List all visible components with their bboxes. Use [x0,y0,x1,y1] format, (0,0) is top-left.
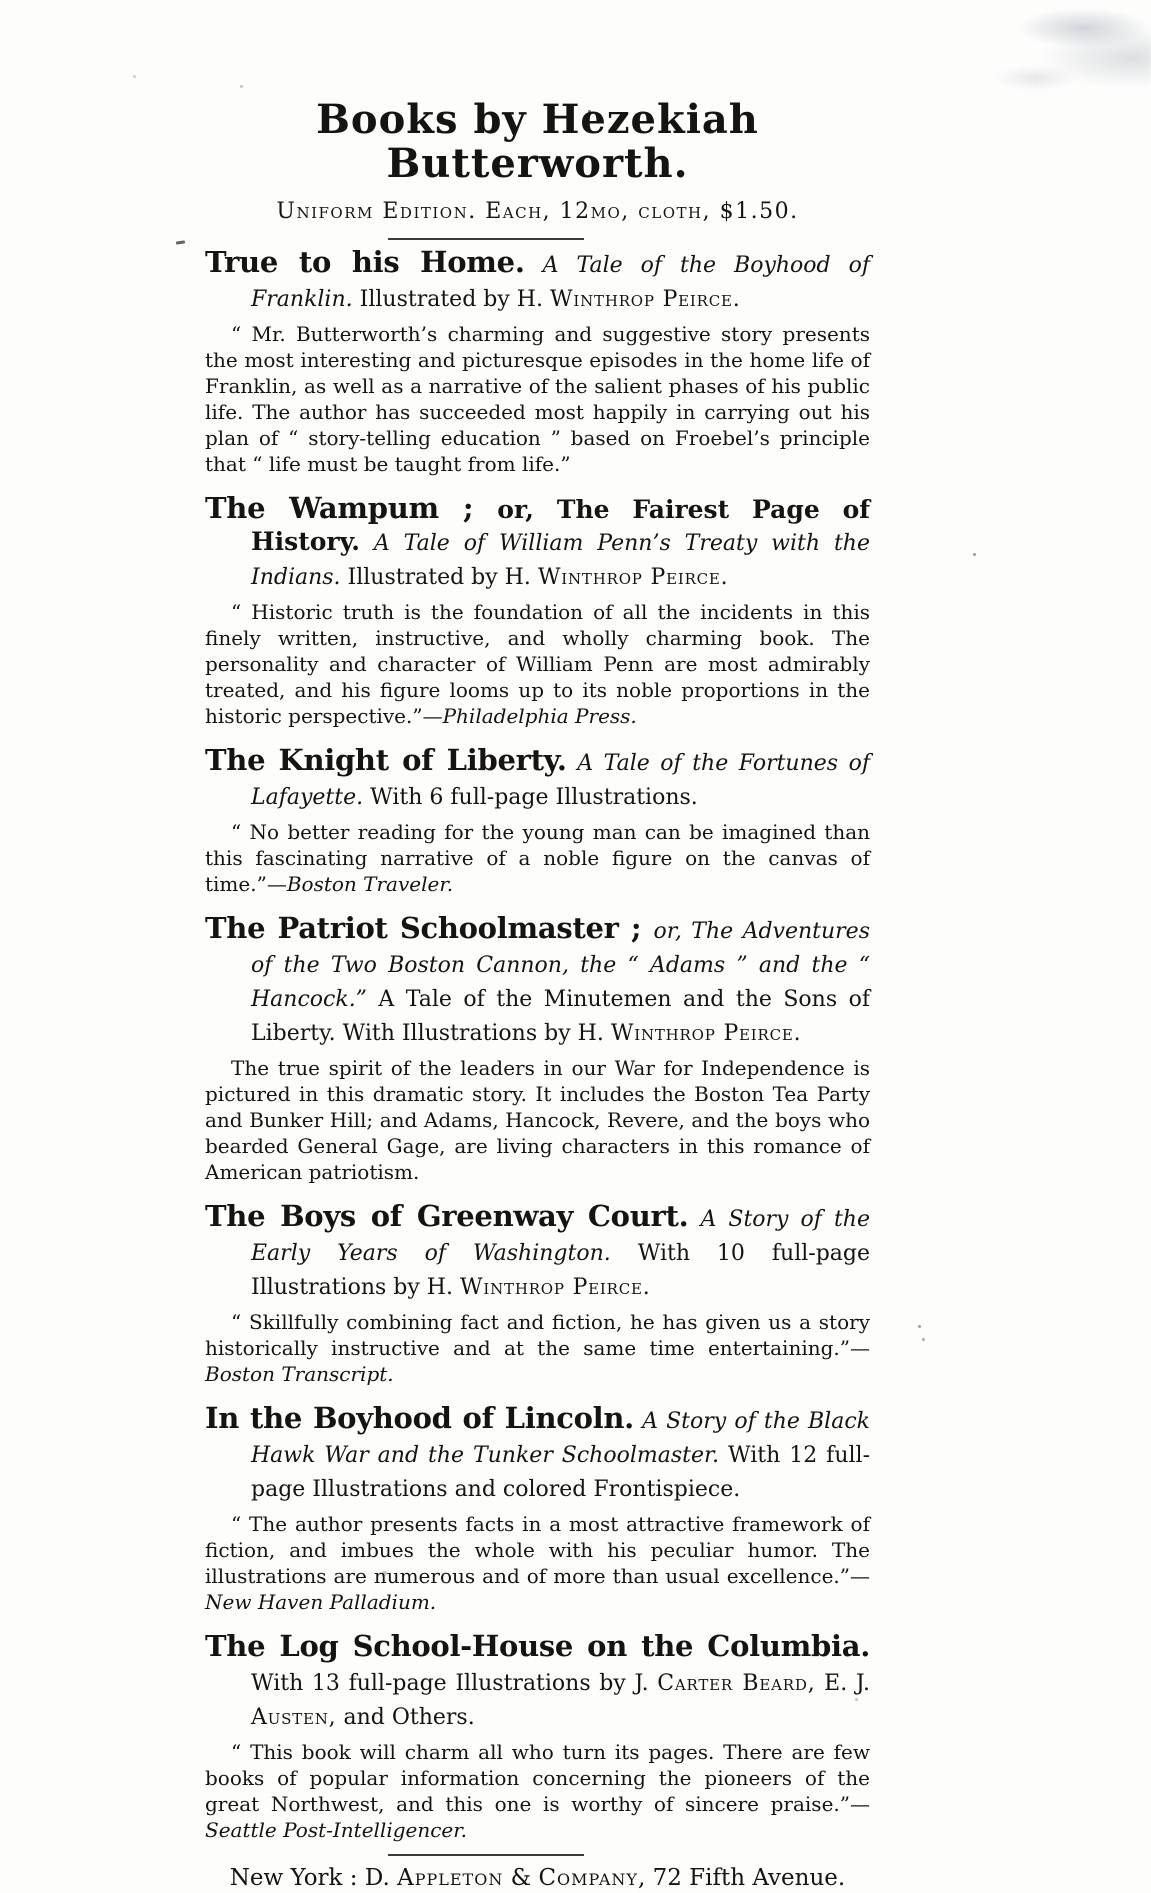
book-entry [205,1402,870,1615]
text-segment: The Wampum ; [205,491,498,525]
text-segment: and Others. [336,1705,475,1730]
text-segment: The Knight of Liberty. [205,743,567,777]
book-heading [205,1630,870,1734]
scan-smudge [911,0,1151,100]
text-segment: Illustrated by H. [340,565,538,590]
text-segment: Winthrop Peirce. [610,1021,802,1046]
book-list [205,246,870,1843]
book-entry [205,1200,870,1387]
text-segment: “ The author presents facts in a most attractive framework of fiction, and imbues the whole with his peculiar humor. The illustrations are numerous and of more than usual excellence.”— [205,1512,870,1588]
text-segment: True to his Home. [205,245,525,279]
text-segment: A Tale of William Penn’s Treaty with the Indians. [251,531,870,590]
text-segment: or, The Fairest Page of History. [251,495,871,556]
page-title: Books by Hezekiah Butterworth. [316,96,759,187]
text-segment: With 13 full-page Illustrations by J. [251,1671,658,1696]
text-segment: A Tale of the Fortunes of Lafayette. [251,751,870,810]
text-segment: Illustrated by H. [352,287,550,312]
divider-rule-bottom [388,1854,584,1856]
text-segment: A Story of the Black Hawk War and the Tunker Schoolmaster. [251,1409,870,1468]
book-entry [205,1630,870,1843]
book-blurb [205,321,870,477]
scan-dash-mark [176,240,185,244]
book-heading [205,492,870,594]
book-blurb [205,1511,870,1615]
text-segment: or, The Adventures of the Two Boston Cannon, the “ Adams ” and the “ Hancock.” [251,919,870,1012]
text-segment: A Tale of the Boyhood of Franklin. [251,253,870,312]
text-segment: New York : D. [229,1865,398,1891]
text-segment: The true spirit of the leaders in our War for Independence is pictured in this dramatic story. It includes the Boston Tea Party and Bunker Hill; and Adams, Hancock, Revere, and the boys who bearded General Gage, are living characters in this romance of American patriotism. [205,1056,870,1184]
text-segment: The Log School-House on the Columbia. [205,1629,870,1663]
text-segment: New Haven Palladium. [205,1590,437,1614]
text-segment: Boston Transcript. [205,1362,394,1386]
text-segment: Company [538,1865,638,1891]
text-segment: “ This book will charm all who turn its pages. There are few books of popular information concerning the pioneers of the great Northwest, and this one is worthy of sincere praise.”— [205,1740,870,1816]
text-segment: In the Boyhood of Lincoln. [205,1401,634,1435]
text-segment: “ Historic truth is the foundation of all the incidents in this finely written, instructive, and wholly charming book. The personality and character of William Penn are most admirably treated, and his figure looms up to its noble proportions in the historic perspective.”— [205,600,870,728]
book-blurb [205,1055,870,1185]
page-content [205,98,870,1893]
divider-rule-top [388,238,584,240]
text-segment: The Boys of Greenway Court. [205,1199,689,1233]
text-segment: Seattle Post-Intelligencer. [205,1818,467,1842]
book-heading [205,744,870,814]
book-blurb [205,819,870,897]
text-segment: E. J. [815,1671,870,1696]
text-segment: With 10 full-page Illustrations by H. [251,1241,870,1300]
book-heading [205,1200,870,1304]
text-segment: With 6 full-page Illustrations. [363,785,698,810]
text-segment: “ No better reading for the young man can be imagined than this fascinating narrative of a noble figure on the canvas of time.”— [205,820,870,896]
book-heading [205,1402,870,1506]
book-heading [205,912,870,1050]
book-entry [205,492,870,729]
text-segment: The Patriot Schoolmaster ; [205,911,654,945]
text-segment: “ Mr. Butterworth’s charming and suggestive story presents the most interesting and picturesque episodes in the home life of Franklin, as well as a narrative of the salient phases of his public life. The author has succeeded most happily in carrying out his plan of “ story-telling education ” based on Froebel’s principle that “ life must be taught from life.” [205,322,870,476]
scan-specks [0,0,3,3]
book-entry [205,744,870,897]
book-blurb [205,599,870,729]
text-segment: Boston Traveler. [286,872,454,896]
book-blurb [205,1309,870,1387]
text-segment: Carter Beard, [657,1671,816,1696]
text-segment: Winthrop Peirce. [549,287,741,312]
text-segment: With 12 full-page Illustrations and colored Frontispiece. [251,1443,870,1502]
text-segment: Austen, [251,1705,337,1730]
book-heading [205,246,870,316]
text-segment: A Story of the Early Years of Washington. [251,1207,870,1266]
text-segment: & [503,1865,539,1891]
text-segment: Winthrop Peirce. [537,565,729,590]
publisher-line [205,1863,870,1893]
edition-subtitle: Uniform Edition. Each, 12mo, cloth, $1.50. [276,199,799,224]
text-segment: Philadelphia Press. [442,704,637,728]
book-entry [205,912,870,1185]
text-segment: A Tale of the Minutemen and the Sons of Liberty. With Illustrations by H. [251,987,870,1046]
text-segment: Winthrop Peirce. [459,1275,651,1300]
text-segment: “ Skillfully combining fact and fiction, he has given us a story historically instructive and at the same time entertaining.”— [205,1310,870,1360]
book-entry [205,246,870,477]
text-segment: Appleton [397,1865,504,1891]
book-blurb [205,1739,870,1843]
text-segment: , 72 Fifth Avenue. [637,1865,846,1891]
